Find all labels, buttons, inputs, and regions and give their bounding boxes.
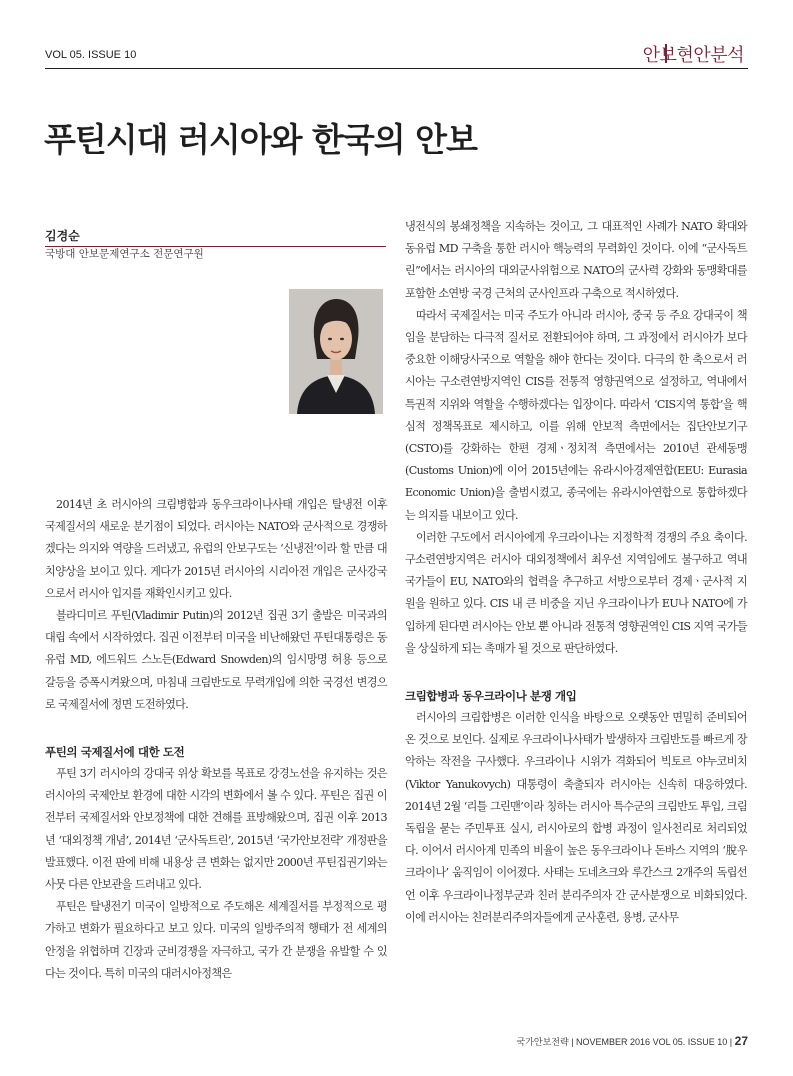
paragraph: 블라디미르 푸틴(Vladimir Putin)의 2012년 집권 3기 출발은 미국과의 대립 속에서 시작하였다. 집권 이전부터 미국을 비난해왔던 푸틴대통령은 동유럽 MD, 에드워드 스노든(Edward Snowden)의 임시망명 허용 등으로 갈등을 증폭시켜왔으며, 마침내 크림반도로 무력개입에 의한 국경선 변경으로 국제질서에 정면 도전하였다. [45, 609, 387, 711]
left-column [45, 494, 387, 985]
paragraph: 푸틴 3기 러시아의 강대국 위상 확보를 목표로 강경노선을 유지하는 것은 러시아의 국제안보 환경에 대한 시각의 변화에서 볼 수 있다. 푸틴은 집권 이전부터 국제질서와 안보정책에 대한 견해를 표방해왔으며, 집권 이후 2013년 ‘대외정책 개념’, 2014년 ‘군사독트린’, 2015년 ‘국가안보전략’ 개정판을 발표했다. 이전 판에 비해 내용상 큰 변화는 없지만 2000년 푸틴집권기와는 사뭇 다른 안보관을 드러내고 있다. [45, 767, 387, 892]
issue-label: VOL 05. ISSUE 10 [45, 49, 137, 61]
author-portrait-icon [289, 289, 383, 414]
article-title: 푸틴시대 러시아와 한국의 안보 [44, 120, 477, 159]
author-name: 김경순 [45, 227, 386, 247]
paragraph: 이러한 구도에서 러시아에게 우크라이나는 지정학적 경쟁의 주요 축이다. 구소련연방지역은 러시아 대외정책에서 최우선 지역임에도 불구하고 역내 국가들이 EU, NATO와의 협력을 추구하고 서방으로부터 경제ㆍ군사적 지원을 원하고 있다. CIS 내 큰 비중을 지닌 우크라이나가 EU나 NATO에 가입하게 된다면 러시아는 안보 뿐 아니라 전통적 영향권역인 CIS 지역 국가들을 상실하게 되는 촉매가 될 것으로 판단하였다. [405, 530, 747, 655]
paragraph: 냉전식의 봉쇄정책을 지속하는 것이고, 그 대표적인 사례가 NATO 확대와 동유럽 MD 구축을 통한 러시아 핵능력의 무력화인 것이다. 이에 “군사독트린”에서는 러시아의 대외군사위험으로 NATO의 군사력 강화와 동맹확대를 포함한 소연방 국경 근처의 군사인프라 구축으로 적시하였다. [405, 220, 747, 300]
author-affiliation: 국방대 안보문제연구소 전문연구원 [45, 248, 204, 260]
paragraph: 따라서 국제질서는 미국 주도가 아니라 러시아, 중국 등 주요 강대국이 책임을 분담하는 다극적 질서로 전환되어야 하며, 그 과정에서 러시아가 보다 중요한 이해당사국으로 역할을 해야 한다는 것이다. 다극의 한 축으로서 러시아는 구소련연방지역인 CIS를 전통적 영향권역으로 설정하고, 역내에서 특권적 지위와 역할을 수행하겠다는 입장이다. 따라서 ‘CIS지역 통합’을 핵심적 정책목표로 제시하고, 이를 위해 안보적 측면에서는 집단안보기구(CSTO)를 강화하는 한편 경제ㆍ정치적 측면에서는 2010년 관세동맹(Customs Union)에 이어 2015년에는 유라시아경제연합(EEU: Eurasia Economic Union)을 출범시켰고, 종국에는 유라시아연합으로 통합하겠다는 의지를 내보이고 있다. [405, 308, 747, 522]
paragraph: 러시아의 크림합병은 이러한 인식을 바탕으로 오랫동안 면밀히 준비되어온 것으로 보인다. 실제로 우크라이나사태가 발생하자 크림반도를 빠르게 장악하는 작전을 구사했다. 우크라이나 시위가 격화되어 빅토르 야누코비치(Viktor Yanukovych) 대통령이 축출되자 러시아는 신속히 대응하였다. 2014년 2월 ‘리틀 그린맨’이라 칭하는 러시아 특수군의 크림반도 투입, 크림독립을 묻는 주민투표 실시, 러시아로의 합병 과정이 일사천리로 처리되었다. 이어서 러시아계 민족의 비율이 높은 동우크라이나 돈바스 지역의 ‘脫우크라이나’ 움직임이 이어졌다. 사태는 도네츠크와 루간스크 2개주의 독립선언 이후 우크라이나정부군과 친러 분리주의자 간 군사분쟁으로 비화되었다. 이에 러시아는 친러분리주의자들에게 군사훈련, 용병, 군사무 [405, 711, 747, 924]
paragraph: 푸틴은 탈냉전기 미국이 일방적으로 주도해온 세계질서를 부정적으로 평가하고 변화가 필요하다고 보고 있다. 미국의 일방주의적 행태가 전 세계의 안정을 위협하며 긴장과 군비경쟁을 자극하고, 국가 간 분쟁을 유발할 수 있다는 것이다. 특히 미국의 대러시아정책은 [45, 900, 387, 980]
author-photo [289, 289, 383, 414]
right-column [405, 216, 747, 929]
paragraph: 2014년 초 러시아의 크림병합과 동우크라이나사태 개입은 탈냉전 이후 국제질서의 새로운 분기점이 되었다. 러시아는 NATO와 군사적으로 경쟁하겠다는 의지와 역량을 드러냈고, 유럽의 안보구도는 ‘신냉전’이라 할 만큼 대치양상을 보이고 있다. 게다가 2015년 러시아의 시리아전 개입은 군사강국으로서 러시아 입지를 재확인시키고 있다. [45, 498, 387, 600]
section-heading-putin-order: 푸틴의 국제질서에 대한 도전 [45, 745, 185, 760]
page-footer [517, 1034, 748, 1048]
page-number: 27 [734, 1034, 748, 1048]
section-heading-crimea: 크림합병과 동우크라이나 분쟁 개입 [405, 689, 577, 704]
section-label: 안보현안분석 [642, 45, 744, 66]
page-header [45, 40, 748, 69]
footer-text: 국가안보전략 | NOVEMBER 2016 VOL 05. ISSUE 10 | [516, 1037, 733, 1047]
